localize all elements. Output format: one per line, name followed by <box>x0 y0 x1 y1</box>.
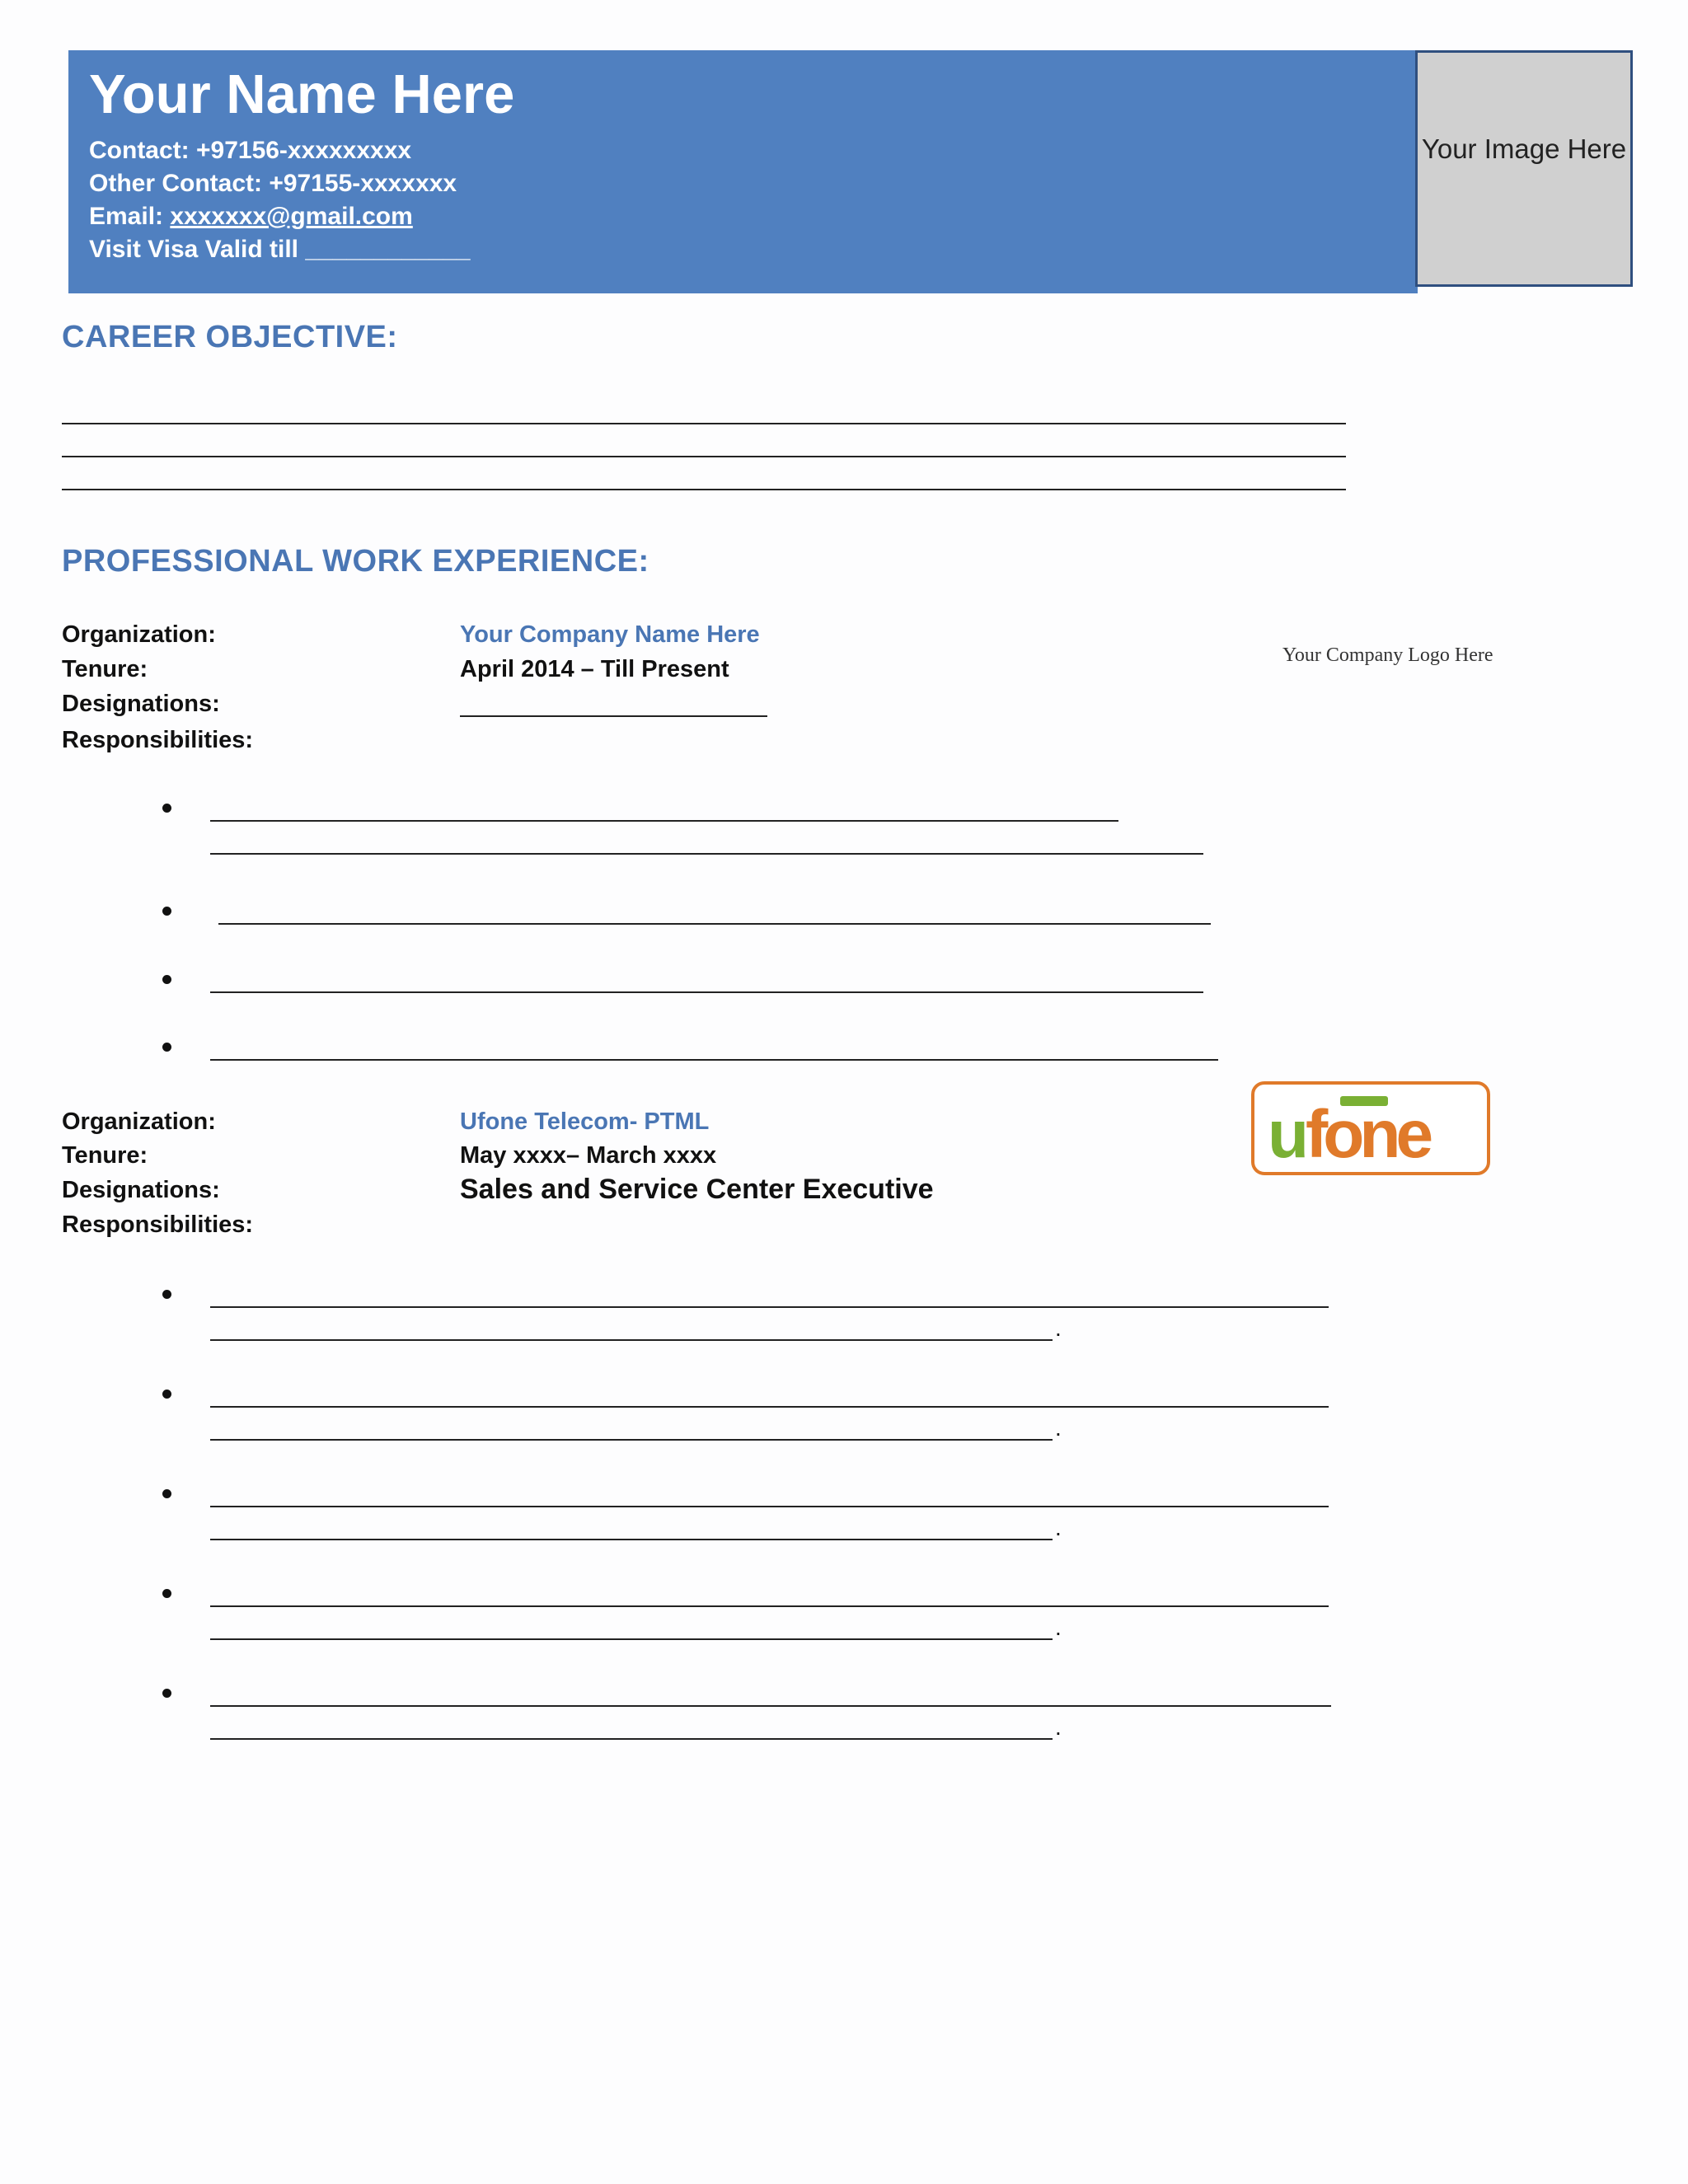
resp-line-2-5a <box>210 1705 1331 1707</box>
resp-line-2-4a <box>210 1605 1329 1607</box>
bullet-2-4 <box>162 1589 171 1598</box>
resp-line-1-2 <box>218 923 1211 925</box>
candidate-name: Your Name Here <box>89 63 515 125</box>
company-logo-placeholder: Your Company Logo Here <box>1282 644 1493 666</box>
svg-text:u: u <box>1268 1097 1305 1172</box>
svg-text:fone: fone <box>1306 1097 1429 1172</box>
email-label: Email: <box>89 203 164 230</box>
objective-line-3 <box>62 489 1346 490</box>
email-line <box>89 203 413 231</box>
org-label-2: Organization: <box>62 1108 216 1135</box>
bullet-1-1 <box>162 804 171 813</box>
resp-line-1-1b <box>210 853 1203 855</box>
ufone-logo <box>1251 1081 1490 1175</box>
period-2-5: . <box>1055 1714 1062 1740</box>
designation-label-1: Designations: <box>62 691 220 717</box>
period-2-3: . <box>1055 1515 1062 1540</box>
bullet-2-5 <box>162 1689 171 1698</box>
objective-line-1 <box>62 423 1346 424</box>
org-label-1: Organization: <box>62 621 216 648</box>
resp-line-2-4b <box>210 1638 1053 1640</box>
contact-line: Contact: +97156-xxxxxxxxx <box>89 137 412 164</box>
objective-line-2 <box>62 456 1346 457</box>
tenure-value-1: April 2014 – Till Present <box>460 656 729 682</box>
org-value-2: Ufone Telecom- PTML <box>460 1108 710 1135</box>
resp-line-1-3 <box>210 991 1203 993</box>
designation-value-2: Sales and Service Center Executive <box>460 1174 934 1205</box>
responsibilities-label-2: Responsibilities: <box>62 1212 254 1238</box>
bullet-2-1 <box>162 1290 171 1299</box>
bullet-2-3 <box>162 1489 171 1498</box>
bullet-1-3 <box>162 975 171 984</box>
email-link[interactable]: xxxxxxx@gmail.com <box>170 203 413 230</box>
ufone-logo-graphic <box>1254 1085 1487 1172</box>
resp-line-2-3b <box>210 1539 1053 1540</box>
org-value-1: Your Company Name Here <box>460 621 760 648</box>
career-objective-heading: CAREER OBJECTIVE: <box>62 320 398 354</box>
period-2-2: . <box>1055 1415 1062 1441</box>
tenure-value-2: May xxxx– March xxxx <box>460 1142 717 1169</box>
resp-line-2-3a <box>210 1506 1329 1507</box>
photo-placeholder <box>1415 50 1633 287</box>
designation-blank-1 <box>460 715 767 717</box>
bullet-1-4 <box>162 1043 171 1052</box>
other-contact-line: Other Contact: +97155-xxxxxxx <box>89 170 457 197</box>
resp-line-2-1a <box>210 1306 1329 1308</box>
resp-line-1-4 <box>210 1059 1218 1061</box>
tenure-label-2: Tenure: <box>62 1142 148 1169</box>
tenure-label-1: Tenure: <box>62 656 148 682</box>
bullet-2-2 <box>162 1390 171 1399</box>
resp-line-2-2a <box>210 1406 1329 1408</box>
experience-heading: PROFESSIONAL WORK EXPERIENCE: <box>62 544 649 579</box>
visa-line: Visit Visa Valid till ____________ <box>89 236 471 263</box>
resp-line-2-1b <box>210 1339 1053 1341</box>
period-2-1: . <box>1055 1315 1062 1341</box>
designation-label-2: Designations: <box>62 1177 220 1203</box>
responsibilities-label-1: Responsibilities: <box>62 727 254 753</box>
period-2-4: . <box>1055 1615 1062 1640</box>
resp-line-2-2b <box>210 1439 1053 1441</box>
resp-line-2-5b <box>210 1738 1053 1740</box>
bullet-1-2 <box>162 907 171 916</box>
photo-placeholder-text: Your Image Here <box>1421 134 1627 164</box>
resp-line-1-1a <box>210 820 1118 822</box>
